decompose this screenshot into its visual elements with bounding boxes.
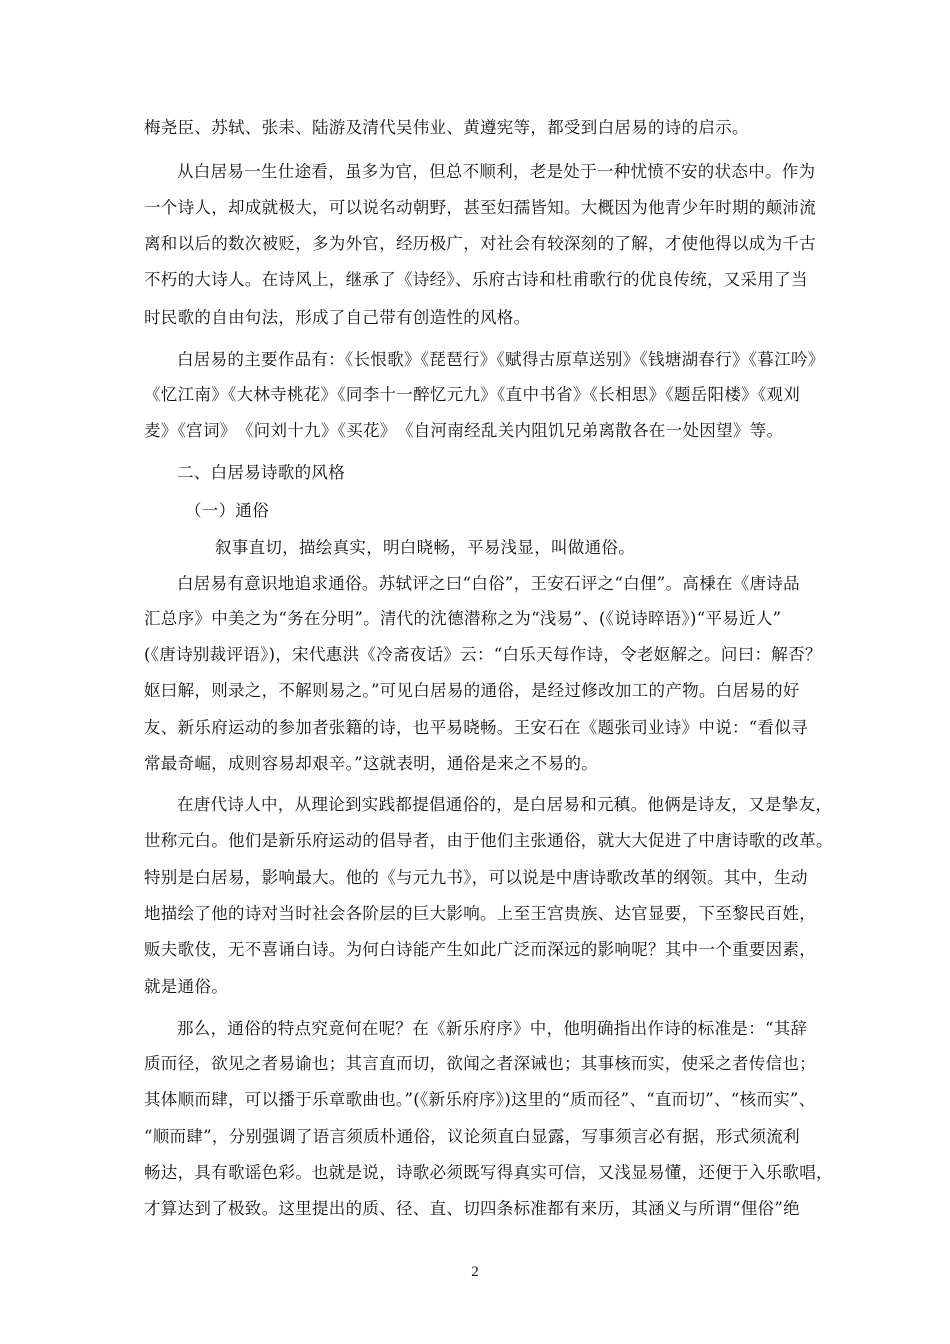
text-line: 畅达，具有歌谣色彩。也就是说，诗歌必须既写得真实可信，又浅显易懂，还便于入乐歌唱，: [144, 1163, 833, 1182]
text-line: 特别是白居易，影响最大。他的《与元九书》，可以说是中唐诗歌改革的纲领。其中，生动: [144, 868, 808, 887]
section-heading: 二、白居易诗歌的风格: [177, 463, 345, 482]
text-line: 一个诗人，却成就极大，可以说名动朝野，甚至妇孺皆知。大概因为他青少年时期的颠沛流: [144, 198, 816, 217]
text-line: 其体顺而肆，可以播于乐章歌曲也。”(《新乐府序》)这里的“质而径”、“直而切”、“核而实”、: [144, 1090, 816, 1109]
text-line: 地描绘了他的诗对当时社会各阶层的巨大影响。上至王宫贵族、达官显要，下至黎民百姓，: [144, 904, 816, 923]
text-line: 才算达到了极致。这里提出的质、径、直、切四条标准都有来历，其涵义与所谓“俚俗”绝: [144, 1199, 800, 1218]
text-line: 离和以后的数次被贬，多为外官，经历极广，对社会有较深刻的了解，才使他得以成为千古: [144, 234, 816, 253]
text-line: 不朽的大诗人。在诗风上，继承了《诗经》、乐府古诗和杜甫歌行的优良传统，又采用了当: [144, 270, 808, 289]
text-line: 梅尧臣、苏轼、张耒、陆游及清代吴伟业、黄遵宪等，都受到白居易的诗的启示。: [144, 118, 749, 137]
text-line: (《唐诗别裁评语》)，宋代惠洪《冷斋夜话》云：“白乐天每作诗，令老妪解之。问曰：解否？: [144, 645, 822, 664]
text-line: 麦》《宫词》 《问刘十九》《买花》 《自河南经乱关内阻饥兄弟离散各在一处因望》等。: [144, 421, 784, 440]
definition-line: 叙事直切，描绘真实，明白晓畅，平易浅显，叫做通俗。: [215, 538, 635, 557]
text-line: 《忆江南》《大林寺桃花》《同李十一醉忆元九》《直中书省》《长相思》《题岳阳楼》《观刈: [144, 385, 801, 404]
page-number: 2: [471, 1264, 479, 1280]
text-line: 白居易的主要作品有：《长恨歌》《琵琶行》《赋得古原草送别》《钱塘湖春行》《暮江吟》: [177, 350, 825, 369]
text-line: 常最奇崛，成则容易却艰辛。”这就表明，通俗是来之不易的。: [144, 754, 599, 773]
text-line: 在唐代诗人中，从理论到实践都提倡通俗的，是白居易和元稹。他俩是诗友，又是挚友，: [177, 795, 833, 814]
text-line: 友、新乐府运动的参加者张籍的诗，也平易晓畅。王安石在《题张司业诗》中说：“看似寻: [144, 718, 808, 737]
text-line: 白居易有意识地追求通俗。苏轼评之曰“白俗”，王安石评之“白俚”。高棅在《唐诗品: [177, 574, 800, 593]
text-line: 时民歌的自由句法，形成了自己带有创造性的风格。: [144, 308, 531, 327]
text-line: 汇总序》中美之为“务在分明”。清代的沈德潜称之为“浅易”、(《说诗晬语》)“平易近人”: [144, 609, 782, 628]
text-line: 那么，通俗的特点究竟何在呢？在《新乐府序》中，他明确指出作诗的标准是：“其辞: [177, 1019, 808, 1038]
text-line: 质而径，欲见之者易谕也；其言直而切，欲闻之者深诫也；其事核而实，使采之者传信也；: [144, 1054, 816, 1073]
text-line: 从白居易一生仕途看，虽多为官，但总不顺利，老是处于一种忧愤不安的状态中。作为: [177, 162, 816, 181]
text-line: 就是通俗。: [144, 977, 228, 996]
text-line: 贩夫歌伎，无不喜诵白诗。为何白诗能产生如此广泛而深远的影响呢？其中一个重要因素，: [144, 940, 816, 959]
subsection-heading: （一）通俗: [185, 501, 269, 520]
text-line: “顺而肆”，分别强调了语言须质朴通俗，议论须直白显露，写事须言必有据，形式须流利: [144, 1127, 800, 1146]
text-line: 妪曰解，则录之，不解则易之。”可见白居易的通俗，是经过修改加工的产物。白居易的好: [144, 681, 800, 700]
text-line: 世称元白。他们是新乐府运动的倡导者，由于他们主张通俗，就大大促进了中唐诗歌的改革。: [144, 831, 833, 850]
